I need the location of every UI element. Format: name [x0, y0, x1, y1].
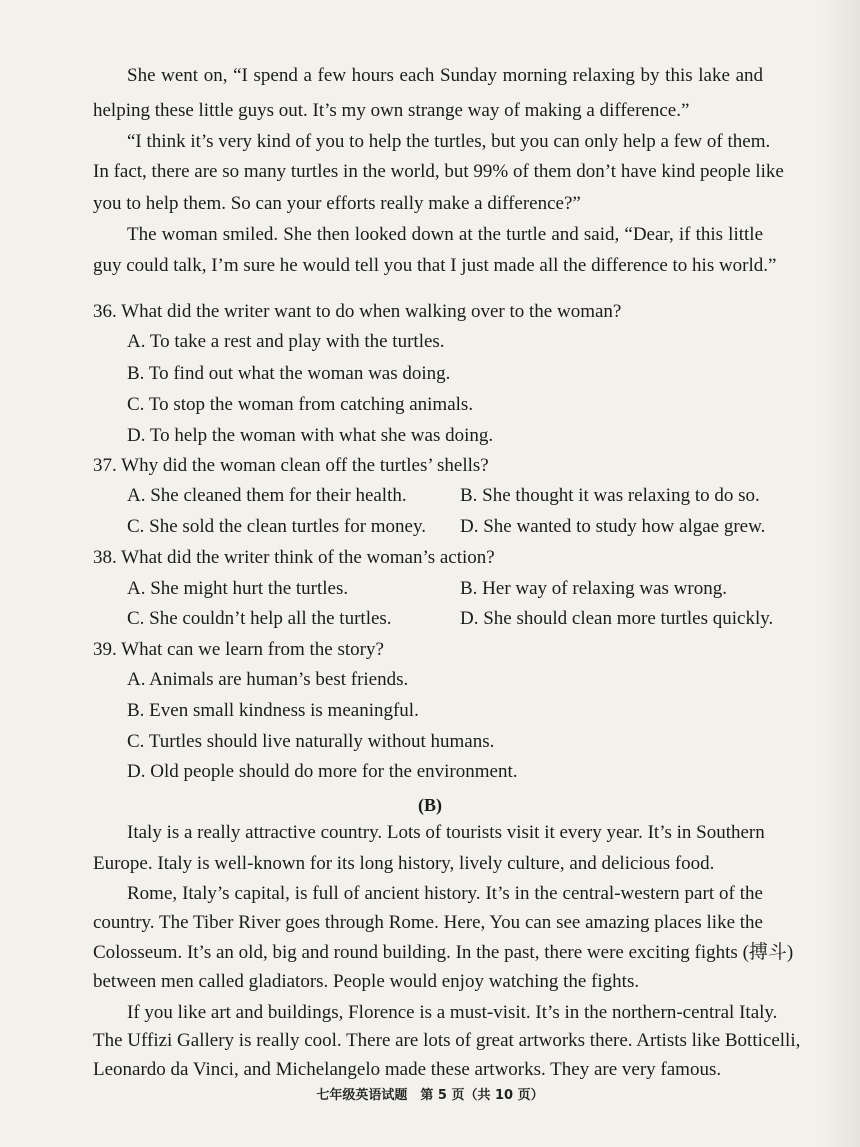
question-37-stem: 37. Why did the woman clean off the turtles’ shells?	[93, 455, 489, 476]
question-39-option-a: A. Animals are human’s best friends.	[127, 669, 409, 690]
passage-a-line: guy could talk, I’m sure he would tell you that I just made all the difference to his world.”	[93, 255, 777, 276]
passage-a-line: helping these little guys out. It’s my own strange way of making a difference.”	[93, 100, 690, 121]
passage-b-line: If you like art and buildings, Florence is a must-visit. It’s in the northern-central Italy.	[127, 1002, 778, 1023]
passage-b-line: Colosseum. It’s an old, big and round building. In the past, there were exciting fights (搏斗)	[93, 942, 794, 963]
scan-shadow	[820, 0, 860, 1147]
question-37-option-b: B. She thought it was relaxing to do so.	[460, 485, 760, 506]
passage-a-line: The woman smiled. She then looked down at the turtle and said, “Dear, if this little	[127, 224, 763, 245]
section-b-heading: (B)	[418, 795, 442, 815]
question-38-option-b: B. Her way of relaxing was wrong.	[460, 578, 727, 599]
question-39-stem: 39. What can we learn from the story?	[93, 639, 384, 660]
question-36-option-b: B. To find out what the woman was doing.	[127, 363, 451, 384]
question-37-option-c: C. She sold the clean turtles for money.	[127, 516, 427, 537]
passage-b-line: Europe. Italy is well-known for its long history, lively culture, and delicious food.	[93, 853, 715, 874]
question-39-option-c: C. Turtles should live naturally without humans.	[127, 731, 495, 752]
passage-a-line: She went on, “I spend a few hours each Sunday morning relaxing by this lake and	[127, 65, 763, 86]
question-37-option-a: A. She cleaned them for their health.	[127, 485, 407, 506]
passage-b-line: Rome, Italy’s capital, is full of ancient history. It’s in the central-western part of the	[127, 883, 763, 904]
question-38-option-c: C. She couldn’t help all the turtles.	[127, 608, 392, 629]
passage-b-line: The Uffizi Gallery is really cool. There are lots of great artworks there. Artists like Botticelli,	[93, 1030, 801, 1051]
passage-b-line: Leonardo da Vinci, and Michelangelo made these artworks. They are very famous.	[93, 1059, 722, 1080]
passage-b-line: country. The Tiber River goes through Rome. Here, You can see amazing places like the	[93, 912, 763, 933]
passage-a-line: In fact, there are so many turtles in the world, but 99% of them don’t have kind people like	[93, 161, 784, 182]
question-39-option-b: B. Even small kindness is meaningful.	[127, 700, 419, 721]
question-38-stem: 38. What did the writer think of the woman’s action?	[93, 547, 495, 568]
question-39-option-d: D. Old people should do more for the environment.	[127, 761, 518, 782]
passage-b-line: between men called gladiators. People would enjoy watching the fights.	[93, 971, 640, 992]
question-36-option-d: D. To help the woman with what she was doing.	[127, 425, 494, 446]
question-36-stem: 36. What did the writer want to do when walking over to the woman?	[93, 301, 622, 322]
question-37-option-d: D. She wanted to study how algae grew.	[460, 516, 766, 537]
passage-a-line: you to help them. So can your efforts really make a difference?”	[93, 193, 581, 214]
page-footer: 七年级英语试题 第 5 页（共 10 页）	[316, 1088, 544, 1103]
question-36-option-c: C. To stop the woman from catching animals.	[127, 394, 474, 415]
question-38-option-d: D. She should clean more turtles quickly.	[460, 608, 774, 629]
passage-a-line: “I think it’s very kind of you to help the turtles, but you can only help a few of them.	[127, 131, 771, 152]
question-38-option-a: A. She might hurt the turtles.	[127, 578, 349, 599]
passage-b-line: Italy is a really attractive country. Lots of tourists visit it every year. It’s in Southern	[127, 822, 765, 843]
question-36-option-a: A. To take a rest and play with the turtles.	[127, 331, 445, 352]
